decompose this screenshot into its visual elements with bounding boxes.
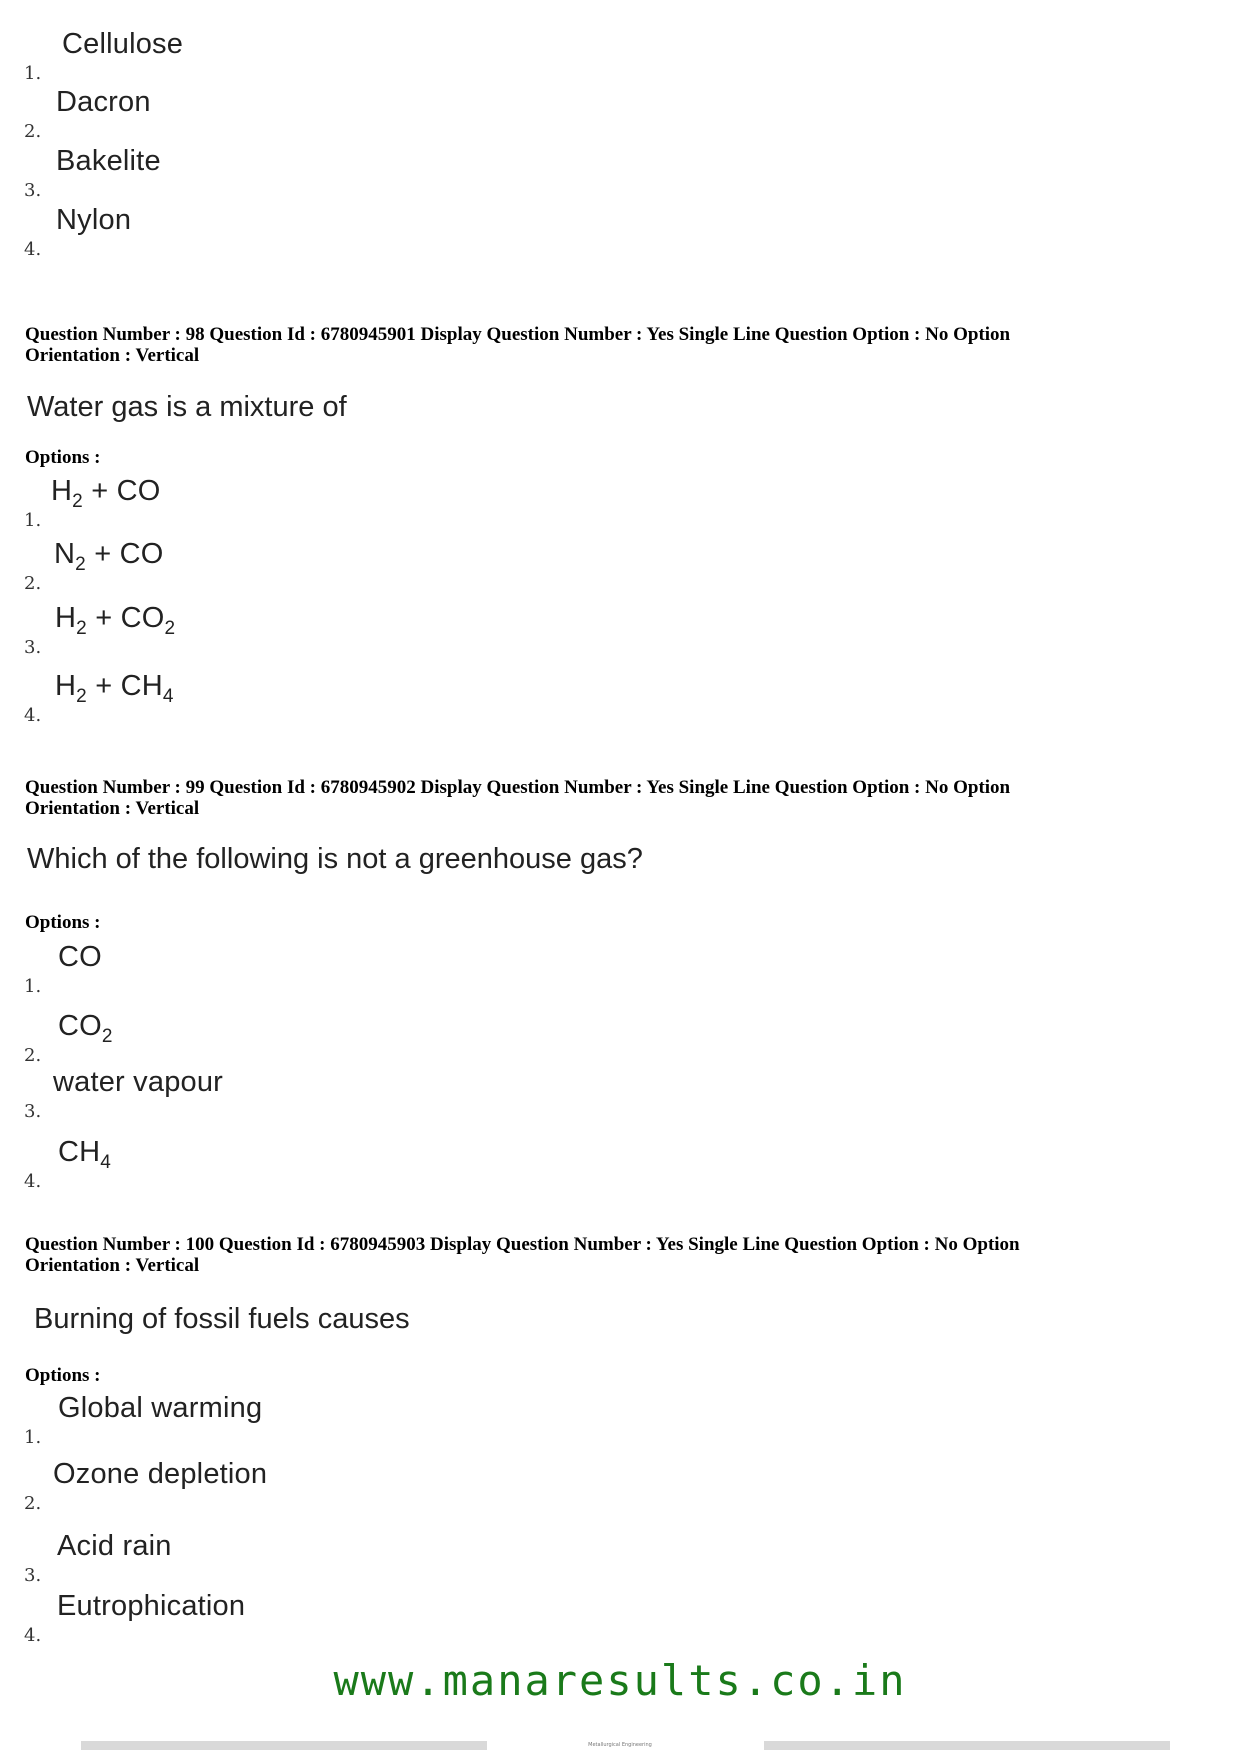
website-url[interactable]: www.manaresults.co.in — [333, 1656, 907, 1705]
footer-caption: Metallurgical Engineering — [588, 1742, 652, 1748]
option-text: Ozone depletion — [53, 1458, 268, 1490]
option-number: 3. — [24, 1101, 42, 1122]
option-number: 2. — [24, 121, 42, 142]
option-formula: $N_2$ + CO — [54, 538, 164, 575]
option-formula: $H_2 + CO_2$ — [55, 602, 176, 639]
option-formula: $CO_2$ — [58, 1010, 113, 1047]
q99-option-1 — [22, 941, 622, 1001]
option-text: Eutrophication — [57, 1590, 246, 1622]
question-meta-line: Orientation : Vertical — [25, 345, 200, 366]
option-formula: CO — [58, 941, 102, 973]
option-number: 3. — [24, 180, 42, 201]
question-meta-line: Orientation : Vertical — [25, 798, 200, 819]
prev-option-1 — [22, 28, 622, 88]
options-label: Options : — [25, 447, 101, 468]
option-number: 4. — [24, 705, 42, 726]
question-99-meta — [25, 777, 1215, 819]
option-number: 3. — [24, 637, 42, 658]
option-number: 3. — [24, 1565, 42, 1586]
option-number: 2. — [24, 1045, 42, 1066]
question-meta-line: Question Number : 98 Question Id : 6780945901 Display Question Number : Yes Single Line Question Option : No Option — [25, 324, 1011, 345]
option-text: Nylon — [56, 204, 132, 236]
prev-option-2 — [22, 86, 622, 146]
q99-option-2 — [22, 1010, 622, 1070]
q100-option-4 — [22, 1590, 622, 1650]
footer-left-bar — [81, 1741, 487, 1750]
question-100-text: Burning of fossil fuels causes — [34, 1303, 410, 1335]
q99-option-3 — [22, 1066, 622, 1126]
q98-option-2 — [22, 538, 622, 598]
q98-option-4 — [22, 670, 622, 730]
option-number: 1. — [24, 63, 42, 84]
prev-option-3 — [22, 145, 622, 205]
question-meta-line: Question Number : 99 Question Id : 6780945902 Display Question Number : Yes Single Line Question Option : No Option — [25, 777, 1011, 798]
option-text: Acid rain — [57, 1530, 172, 1562]
options-label: Options : — [25, 912, 101, 933]
option-text: Bakelite — [56, 145, 161, 177]
q100-option-1 — [22, 1392, 622, 1452]
option-text: water vapour — [53, 1066, 224, 1098]
q99-option-4 — [22, 1136, 622, 1196]
question-99-text: Which of the following is not a greenhouse gas? — [27, 843, 643, 875]
prev-option-4 — [22, 204, 622, 264]
question-98-text: Water gas is a mixture of — [27, 391, 347, 423]
option-number: 1. — [24, 510, 42, 531]
option-number: 1. — [24, 976, 42, 997]
question-98-meta — [25, 324, 1215, 366]
option-number: 1. — [24, 1427, 42, 1448]
options-label: Options : — [25, 1365, 101, 1386]
q98-option-3 — [22, 602, 622, 662]
q100-option-3 — [22, 1530, 622, 1590]
option-number: 4. — [24, 239, 42, 260]
q98-option-1 — [22, 475, 622, 535]
q100-option-2 — [22, 1458, 622, 1518]
option-number: 2. — [24, 573, 42, 594]
question-meta-line: Orientation : Vertical — [25, 1255, 200, 1276]
question-100-meta — [25, 1234, 1215, 1276]
option-formula: $CH_4$ — [58, 1136, 112, 1173]
option-text: Global warming — [58, 1392, 263, 1424]
option-text: Cellulose — [62, 28, 184, 60]
footer-right-bar — [764, 1741, 1170, 1750]
option-number: 4. — [24, 1625, 42, 1646]
option-number: 2. — [24, 1493, 42, 1514]
option-text: Dacron — [56, 86, 151, 118]
option-formula: $H_2$ + CO — [51, 475, 161, 512]
option-formula: $H_2 + CH_4$ — [55, 670, 174, 707]
option-number: 4. — [24, 1171, 42, 1192]
question-meta-line: Question Number : 100 Question Id : 6780945903 Display Question Number : Yes Single Line Question Option : No Option — [25, 1234, 1020, 1255]
